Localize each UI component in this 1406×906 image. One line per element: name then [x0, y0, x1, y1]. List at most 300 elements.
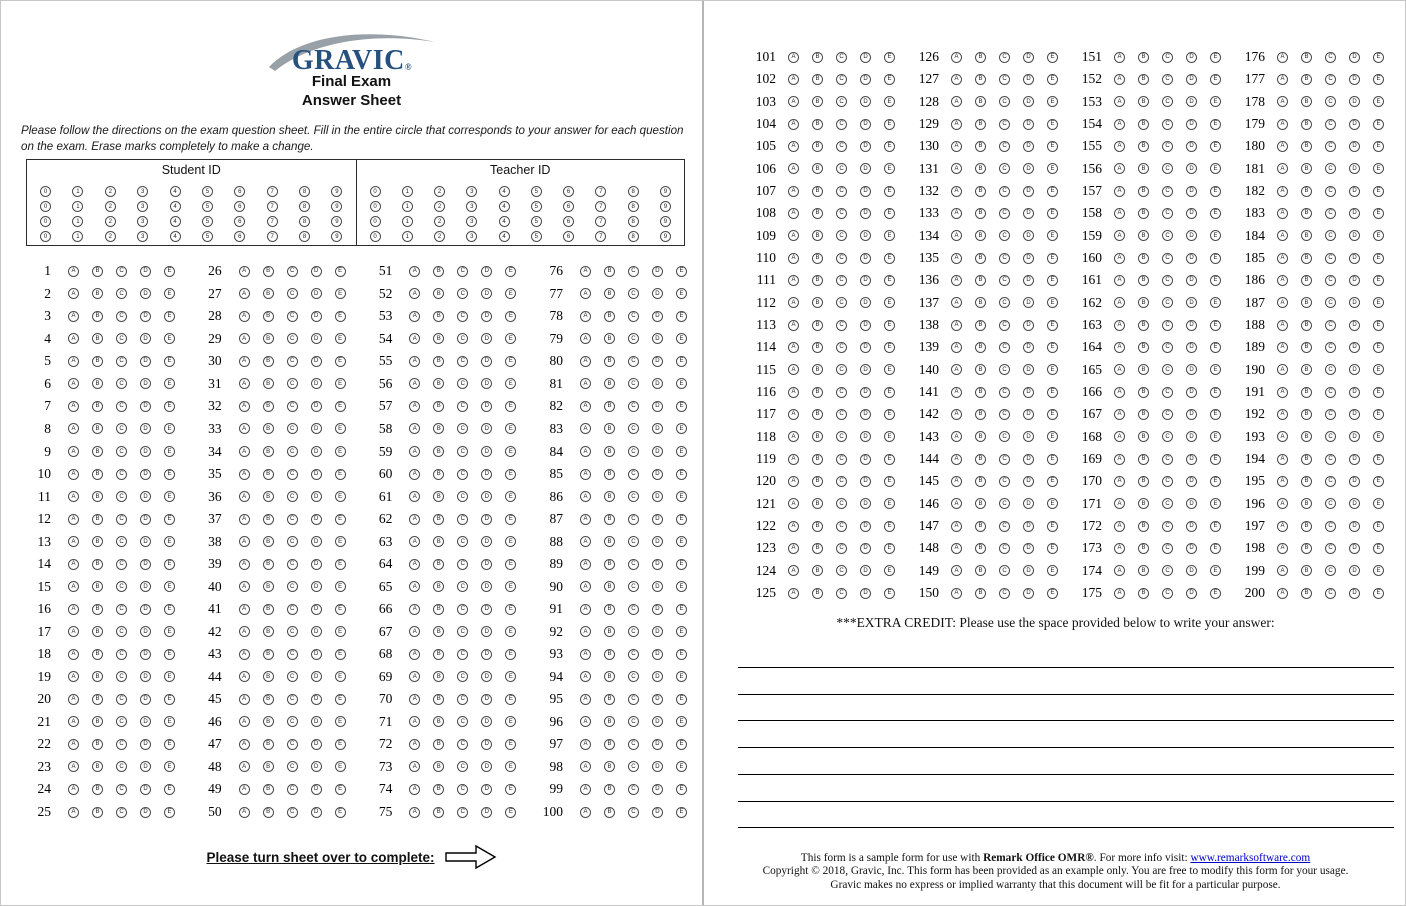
answer-bubble-q100-C[interactable]: C	[628, 807, 639, 818]
answer-bubble-q80-A[interactable]: A	[580, 356, 591, 367]
id-digit-bubble-6[interactable]: 6	[234, 216, 245, 227]
id-digit-bubble-3[interactable]: 3	[137, 201, 148, 212]
answer-bubble-q76-E[interactable]: E	[676, 266, 687, 277]
answer-bubble-q50-E[interactable]: E	[335, 807, 346, 818]
answer-bubble-q147-C[interactable]: C	[999, 521, 1010, 532]
answer-bubble-q11-E[interactable]: E	[164, 491, 175, 502]
answer-bubble-q127-B[interactable]: B	[975, 74, 986, 85]
answer-bubble-q75-A[interactable]: A	[409, 807, 420, 818]
answer-bubble-q78-C[interactable]: C	[628, 311, 639, 322]
answer-bubble-q64-E[interactable]: E	[505, 559, 516, 570]
answer-bubble-q24-A[interactable]: A	[68, 784, 79, 795]
answer-bubble-q11-A[interactable]: A	[68, 491, 79, 502]
answer-bubble-q29-C[interactable]: C	[287, 333, 298, 344]
answer-bubble-q180-A[interactable]: A	[1277, 141, 1288, 152]
answer-bubble-q120-E[interactable]: E	[884, 476, 895, 487]
answer-bubble-q175-D[interactable]: D	[1186, 588, 1197, 599]
answer-bubble-q148-C[interactable]: C	[999, 543, 1010, 554]
answer-bubble-q102-C[interactable]: C	[836, 74, 847, 85]
answer-bubble-q17-B[interactable]: B	[92, 626, 103, 637]
answer-bubble-q181-E[interactable]: E	[1373, 163, 1384, 174]
answer-bubble-q60-C[interactable]: C	[457, 469, 468, 480]
answer-bubble-q139-D[interactable]: D	[1023, 342, 1034, 353]
answer-bubble-q26-A[interactable]: A	[239, 266, 250, 277]
answer-bubble-q173-A[interactable]: A	[1114, 543, 1125, 554]
answer-bubble-q97-D[interactable]: D	[652, 739, 663, 750]
answer-bubble-q6-B[interactable]: B	[92, 378, 103, 389]
answer-bubble-q53-A[interactable]: A	[409, 311, 420, 322]
answer-bubble-q60-B[interactable]: B	[433, 469, 444, 480]
answer-bubble-q150-C[interactable]: C	[999, 588, 1010, 599]
answer-bubble-q118-A[interactable]: A	[788, 431, 799, 442]
answer-bubble-q12-C[interactable]: C	[116, 514, 127, 525]
answer-bubble-q98-D[interactable]: D	[652, 761, 663, 772]
answer-bubble-q106-C[interactable]: C	[836, 163, 847, 174]
answer-bubble-q102-A[interactable]: A	[788, 74, 799, 85]
answer-bubble-q196-C[interactable]: C	[1325, 498, 1336, 509]
answer-bubble-q116-C[interactable]: C	[836, 387, 847, 398]
answer-bubble-q57-E[interactable]: E	[505, 401, 516, 412]
answer-bubble-q90-B[interactable]: B	[604, 581, 615, 592]
answer-bubble-q172-D[interactable]: D	[1186, 521, 1197, 532]
answer-bubble-q25-E[interactable]: E	[164, 807, 175, 818]
answer-bubble-q93-D[interactable]: D	[652, 649, 663, 660]
answer-bubble-q178-C[interactable]: C	[1325, 96, 1336, 107]
answer-bubble-q59-C[interactable]: C	[457, 446, 468, 457]
answer-bubble-q30-B[interactable]: B	[263, 356, 274, 367]
answer-bubble-q38-C[interactable]: C	[287, 536, 298, 547]
answer-bubble-q56-B[interactable]: B	[433, 378, 444, 389]
answer-bubble-q173-B[interactable]: B	[1138, 543, 1149, 554]
answer-bubble-q78-A[interactable]: A	[580, 311, 591, 322]
answer-bubble-q82-C[interactable]: C	[628, 401, 639, 412]
answer-bubble-q99-E[interactable]: E	[676, 784, 687, 795]
answer-bubble-q140-D[interactable]: D	[1023, 364, 1034, 375]
answer-bubble-q46-A[interactable]: A	[239, 716, 250, 727]
answer-bubble-q2-A[interactable]: A	[68, 288, 79, 299]
answer-bubble-q37-B[interactable]: B	[263, 514, 274, 525]
answer-bubble-q32-E[interactable]: E	[335, 401, 346, 412]
answer-bubble-q41-C[interactable]: C	[287, 604, 298, 615]
answer-bubble-q101-D[interactable]: D	[860, 52, 871, 63]
answer-bubble-q32-B[interactable]: B	[263, 401, 274, 412]
answer-bubble-q170-E[interactable]: E	[1210, 476, 1221, 487]
answer-bubble-q66-D[interactable]: D	[481, 604, 492, 615]
answer-bubble-q43-E[interactable]: E	[335, 649, 346, 660]
answer-bubble-q54-E[interactable]: E	[505, 333, 516, 344]
answer-bubble-q134-B[interactable]: B	[975, 230, 986, 241]
answer-bubble-q64-A[interactable]: A	[409, 559, 420, 570]
answer-bubble-q1-B[interactable]: B	[92, 266, 103, 277]
answer-bubble-q107-C[interactable]: C	[836, 186, 847, 197]
answer-bubble-q139-A[interactable]: A	[951, 342, 962, 353]
answer-bubble-q58-A[interactable]: A	[409, 423, 420, 434]
answer-bubble-q114-E[interactable]: E	[884, 342, 895, 353]
answer-bubble-q94-A[interactable]: A	[580, 671, 591, 682]
id-digit-bubble-6[interactable]: 6	[234, 186, 245, 197]
answer-bubble-q30-D[interactable]: D	[311, 356, 322, 367]
answer-bubble-q160-C[interactable]: C	[1162, 253, 1173, 264]
answer-bubble-q182-E[interactable]: E	[1373, 186, 1384, 197]
answer-bubble-q100-B[interactable]: B	[604, 807, 615, 818]
answer-bubble-q30-E[interactable]: E	[335, 356, 346, 367]
answer-bubble-q89-E[interactable]: E	[676, 559, 687, 570]
answer-bubble-q168-D[interactable]: D	[1186, 431, 1197, 442]
answer-bubble-q193-D[interactable]: D	[1349, 431, 1360, 442]
answer-bubble-q11-D[interactable]: D	[140, 491, 151, 502]
answer-bubble-q23-D[interactable]: D	[140, 761, 151, 772]
answer-bubble-q85-B[interactable]: B	[604, 469, 615, 480]
answer-bubble-q112-C[interactable]: C	[836, 297, 847, 308]
answer-bubble-q25-A[interactable]: A	[68, 807, 79, 818]
answer-bubble-q189-D[interactable]: D	[1349, 342, 1360, 353]
answer-bubble-q14-A[interactable]: A	[68, 559, 79, 570]
answer-bubble-q122-E[interactable]: E	[884, 521, 895, 532]
answer-bubble-q144-B[interactable]: B	[975, 454, 986, 465]
answer-bubble-q109-B[interactable]: B	[812, 230, 823, 241]
answer-bubble-q67-C[interactable]: C	[457, 626, 468, 637]
answer-bubble-q96-A[interactable]: A	[580, 716, 591, 727]
id-digit-bubble-4[interactable]: 4	[170, 216, 181, 227]
answer-bubble-q7-D[interactable]: D	[140, 401, 151, 412]
answer-bubble-q125-E[interactable]: E	[884, 588, 895, 599]
answer-bubble-q45-A[interactable]: A	[239, 694, 250, 705]
answer-bubble-q61-E[interactable]: E	[505, 491, 516, 502]
answer-bubble-q151-E[interactable]: E	[1210, 52, 1221, 63]
answer-bubble-q13-B[interactable]: B	[92, 536, 103, 547]
answer-bubble-q85-D[interactable]: D	[652, 469, 663, 480]
id-digit-bubble-6[interactable]: 6	[234, 231, 245, 242]
answer-bubble-q146-C[interactable]: C	[999, 498, 1010, 509]
answer-bubble-q145-A[interactable]: A	[951, 476, 962, 487]
answer-bubble-q22-D[interactable]: D	[140, 739, 151, 750]
answer-bubble-q6-D[interactable]: D	[140, 378, 151, 389]
answer-bubble-q38-E[interactable]: E	[335, 536, 346, 547]
answer-bubble-q193-C[interactable]: C	[1325, 431, 1336, 442]
answer-bubble-q104-A[interactable]: A	[788, 119, 799, 130]
answer-bubble-q185-E[interactable]: E	[1373, 253, 1384, 264]
id-digit-bubble-5[interactable]: 5	[202, 201, 213, 212]
answer-bubble-q47-E[interactable]: E	[335, 739, 346, 750]
answer-bubble-q157-B[interactable]: B	[1138, 186, 1149, 197]
id-digit-bubble-7[interactable]: 7	[267, 186, 278, 197]
answer-bubble-q36-B[interactable]: B	[263, 491, 274, 502]
answer-bubble-q88-D[interactable]: D	[652, 536, 663, 547]
answer-bubble-q46-E[interactable]: E	[335, 716, 346, 727]
answer-bubble-q130-A[interactable]: A	[951, 141, 962, 152]
answer-bubble-q150-D[interactable]: D	[1023, 588, 1034, 599]
answer-bubble-q61-D[interactable]: D	[481, 491, 492, 502]
answer-bubble-q37-D[interactable]: D	[311, 514, 322, 525]
answer-bubble-q129-E[interactable]: E	[1047, 119, 1058, 130]
answer-bubble-q77-D[interactable]: D	[652, 288, 663, 299]
answer-bubble-q43-C[interactable]: C	[287, 649, 298, 660]
answer-bubble-q70-E[interactable]: E	[505, 694, 516, 705]
answer-bubble-q168-C[interactable]: C	[1162, 431, 1173, 442]
answer-bubble-q122-A[interactable]: A	[788, 521, 799, 532]
answer-bubble-q29-D[interactable]: D	[311, 333, 322, 344]
answer-bubble-q176-E[interactable]: E	[1373, 52, 1384, 63]
answer-bubble-q50-A[interactable]: A	[239, 807, 250, 818]
answer-bubble-q137-C[interactable]: C	[999, 297, 1010, 308]
answer-bubble-q109-E[interactable]: E	[884, 230, 895, 241]
answer-bubble-q52-A[interactable]: A	[409, 288, 420, 299]
answer-bubble-q122-D[interactable]: D	[860, 521, 871, 532]
answer-bubble-q19-C[interactable]: C	[116, 671, 127, 682]
answer-bubble-q163-B[interactable]: B	[1138, 320, 1149, 331]
answer-bubble-q82-B[interactable]: B	[604, 401, 615, 412]
answer-bubble-q62-D[interactable]: D	[481, 514, 492, 525]
answer-bubble-q34-E[interactable]: E	[335, 446, 346, 457]
answer-bubble-q71-A[interactable]: A	[409, 716, 420, 727]
answer-bubble-q69-E[interactable]: E	[505, 671, 516, 682]
answer-bubble-q161-C[interactable]: C	[1162, 275, 1173, 286]
answer-bubble-q104-B[interactable]: B	[812, 119, 823, 130]
answer-bubble-q84-C[interactable]: C	[628, 446, 639, 457]
answer-bubble-q40-D[interactable]: D	[311, 581, 322, 592]
answer-bubble-q30-C[interactable]: C	[287, 356, 298, 367]
answer-bubble-q194-C[interactable]: C	[1325, 454, 1336, 465]
answer-bubble-q31-A[interactable]: A	[239, 378, 250, 389]
id-digit-bubble-5[interactable]: 5	[202, 186, 213, 197]
answer-bubble-q108-D[interactable]: D	[860, 208, 871, 219]
answer-bubble-q48-E[interactable]: E	[335, 761, 346, 772]
answer-bubble-q171-B[interactable]: B	[1138, 498, 1149, 509]
id-digit-bubble-8[interactable]: 8	[628, 216, 639, 227]
answer-bubble-q70-D[interactable]: D	[481, 694, 492, 705]
answer-bubble-q171-A[interactable]: A	[1114, 498, 1125, 509]
answer-bubble-q175-A[interactable]: A	[1114, 588, 1125, 599]
answer-bubble-q81-E[interactable]: E	[676, 378, 687, 389]
answer-bubble-q98-C[interactable]: C	[628, 761, 639, 772]
answer-bubble-q92-E[interactable]: E	[676, 626, 687, 637]
answer-bubble-q179-E[interactable]: E	[1373, 119, 1384, 130]
answer-bubble-q181-D[interactable]: D	[1349, 163, 1360, 174]
answer-bubble-q161-E[interactable]: E	[1210, 275, 1221, 286]
answer-bubble-q123-B[interactable]: B	[812, 543, 823, 554]
answer-bubble-q55-A[interactable]: A	[409, 356, 420, 367]
answer-bubble-q88-A[interactable]: A	[580, 536, 591, 547]
answer-bubble-q152-D[interactable]: D	[1186, 74, 1197, 85]
answer-bubble-q114-B[interactable]: B	[812, 342, 823, 353]
answer-bubble-q1-D[interactable]: D	[140, 266, 151, 277]
answer-bubble-q21-B[interactable]: B	[92, 716, 103, 727]
answer-bubble-q111-B[interactable]: B	[812, 275, 823, 286]
extra-credit-answer-line[interactable]	[738, 694, 1394, 695]
answer-bubble-q194-E[interactable]: E	[1373, 454, 1384, 465]
answer-bubble-q20-E[interactable]: E	[164, 694, 175, 705]
answer-bubble-q178-A[interactable]: A	[1277, 96, 1288, 107]
answer-bubble-q15-A[interactable]: A	[68, 581, 79, 592]
answer-bubble-q191-B[interactable]: B	[1301, 387, 1312, 398]
answer-bubble-q199-C[interactable]: C	[1325, 565, 1336, 576]
answer-bubble-q159-C[interactable]: C	[1162, 230, 1173, 241]
answer-bubble-q154-C[interactable]: C	[1162, 119, 1173, 130]
answer-bubble-q97-C[interactable]: C	[628, 739, 639, 750]
answer-bubble-q197-A[interactable]: A	[1277, 521, 1288, 532]
answer-bubble-q26-E[interactable]: E	[335, 266, 346, 277]
answer-bubble-q151-B[interactable]: B	[1138, 52, 1149, 63]
answer-bubble-q49-A[interactable]: A	[239, 784, 250, 795]
id-digit-bubble-1[interactable]: 1	[402, 186, 413, 197]
answer-bubble-q55-E[interactable]: E	[505, 356, 516, 367]
answer-bubble-q91-D[interactable]: D	[652, 604, 663, 615]
answer-bubble-q175-C[interactable]: C	[1162, 588, 1173, 599]
answer-bubble-q163-A[interactable]: A	[1114, 320, 1125, 331]
id-digit-bubble-1[interactable]: 1	[72, 216, 83, 227]
answer-bubble-q117-E[interactable]: E	[884, 409, 895, 420]
answer-bubble-q2-C[interactable]: C	[116, 288, 127, 299]
answer-bubble-q148-D[interactable]: D	[1023, 543, 1034, 554]
answer-bubble-q192-A[interactable]: A	[1277, 409, 1288, 420]
answer-bubble-q26-B[interactable]: B	[263, 266, 274, 277]
answer-bubble-q197-B[interactable]: B	[1301, 521, 1312, 532]
extra-credit-answer-line[interactable]	[738, 801, 1394, 802]
id-digit-bubble-6[interactable]: 6	[234, 201, 245, 212]
answer-bubble-q9-D[interactable]: D	[140, 446, 151, 457]
answer-bubble-q38-A[interactable]: A	[239, 536, 250, 547]
answer-bubble-q159-A[interactable]: A	[1114, 230, 1125, 241]
answer-bubble-q51-D[interactable]: D	[481, 266, 492, 277]
answer-bubble-q184-E[interactable]: E	[1373, 230, 1384, 241]
answer-bubble-q199-A[interactable]: A	[1277, 565, 1288, 576]
answer-bubble-q60-D[interactable]: D	[481, 469, 492, 480]
answer-bubble-q123-C[interactable]: C	[836, 543, 847, 554]
answer-bubble-q163-E[interactable]: E	[1210, 320, 1221, 331]
id-digit-bubble-4[interactable]: 4	[170, 201, 181, 212]
answer-bubble-q65-E[interactable]: E	[505, 581, 516, 592]
answer-bubble-q132-D[interactable]: D	[1023, 186, 1034, 197]
id-digit-bubble-2[interactable]: 2	[105, 186, 116, 197]
answer-bubble-q99-A[interactable]: A	[580, 784, 591, 795]
answer-bubble-q31-B[interactable]: B	[263, 378, 274, 389]
answer-bubble-q187-B[interactable]: B	[1301, 297, 1312, 308]
answer-bubble-q35-B[interactable]: B	[263, 469, 274, 480]
answer-bubble-q157-E[interactable]: E	[1210, 186, 1221, 197]
answer-bubble-q200-C[interactable]: C	[1325, 588, 1336, 599]
answer-bubble-q125-A[interactable]: A	[788, 588, 799, 599]
answer-bubble-q199-B[interactable]: B	[1301, 565, 1312, 576]
answer-bubble-q13-E[interactable]: E	[164, 536, 175, 547]
answer-bubble-q141-A[interactable]: A	[951, 387, 962, 398]
answer-bubble-q85-A[interactable]: A	[580, 469, 591, 480]
answer-bubble-q127-C[interactable]: C	[999, 74, 1010, 85]
answer-bubble-q200-B[interactable]: B	[1301, 588, 1312, 599]
answer-bubble-q133-D[interactable]: D	[1023, 208, 1034, 219]
answer-bubble-q80-C[interactable]: C	[628, 356, 639, 367]
answer-bubble-q72-C[interactable]: C	[457, 739, 468, 750]
answer-bubble-q128-C[interactable]: C	[999, 96, 1010, 107]
answer-bubble-q95-C[interactable]: C	[628, 694, 639, 705]
answer-bubble-q101-A[interactable]: A	[788, 52, 799, 63]
answer-bubble-q75-C[interactable]: C	[457, 807, 468, 818]
answer-bubble-q44-D[interactable]: D	[311, 671, 322, 682]
id-digit-bubble-1[interactable]: 1	[402, 216, 413, 227]
answer-bubble-q134-C[interactable]: C	[999, 230, 1010, 241]
answer-bubble-q18-B[interactable]: B	[92, 649, 103, 660]
answer-bubble-q199-E[interactable]: E	[1373, 565, 1384, 576]
answer-bubble-q49-B[interactable]: B	[263, 784, 274, 795]
answer-bubble-q87-E[interactable]: E	[676, 514, 687, 525]
answer-bubble-q32-A[interactable]: A	[239, 401, 250, 412]
answer-bubble-q56-D[interactable]: D	[481, 378, 492, 389]
answer-bubble-q6-C[interactable]: C	[116, 378, 127, 389]
answer-bubble-q36-E[interactable]: E	[335, 491, 346, 502]
answer-bubble-q46-D[interactable]: D	[311, 716, 322, 727]
answer-bubble-q13-D[interactable]: D	[140, 536, 151, 547]
answer-bubble-q141-D[interactable]: D	[1023, 387, 1034, 398]
answer-bubble-q122-B[interactable]: B	[812, 521, 823, 532]
answer-bubble-q159-D[interactable]: D	[1186, 230, 1197, 241]
answer-bubble-q86-B[interactable]: B	[604, 491, 615, 502]
id-digit-bubble-7[interactable]: 7	[595, 216, 606, 227]
answer-bubble-q147-B[interactable]: B	[975, 521, 986, 532]
id-digit-bubble-4[interactable]: 4	[499, 231, 510, 242]
id-digit-bubble-9[interactable]: 9	[660, 186, 671, 197]
answer-bubble-q167-D[interactable]: D	[1186, 409, 1197, 420]
answer-bubble-q119-C[interactable]: C	[836, 454, 847, 465]
answer-bubble-q64-D[interactable]: D	[481, 559, 492, 570]
answer-bubble-q105-A[interactable]: A	[788, 141, 799, 152]
answer-bubble-q80-D[interactable]: D	[652, 356, 663, 367]
answer-bubble-q180-E[interactable]: E	[1373, 141, 1384, 152]
answer-bubble-q89-C[interactable]: C	[628, 559, 639, 570]
answer-bubble-q76-C[interactable]: C	[628, 266, 639, 277]
answer-bubble-q151-A[interactable]: A	[1114, 52, 1125, 63]
answer-bubble-q187-D[interactable]: D	[1349, 297, 1360, 308]
answer-bubble-q62-A[interactable]: A	[409, 514, 420, 525]
answer-bubble-q74-D[interactable]: D	[481, 784, 492, 795]
id-digit-bubble-0[interactable]: 0	[370, 231, 381, 242]
answer-bubble-q91-E[interactable]: E	[676, 604, 687, 615]
answer-bubble-q156-A[interactable]: A	[1114, 163, 1125, 174]
answer-bubble-q170-D[interactable]: D	[1186, 476, 1197, 487]
answer-bubble-q17-E[interactable]: E	[164, 626, 175, 637]
answer-bubble-q80-B[interactable]: B	[604, 356, 615, 367]
answer-bubble-q85-E[interactable]: E	[676, 469, 687, 480]
id-digit-bubble-3[interactable]: 3	[137, 231, 148, 242]
answer-bubble-q86-A[interactable]: A	[580, 491, 591, 502]
answer-bubble-q94-C[interactable]: C	[628, 671, 639, 682]
answer-bubble-q131-E[interactable]: E	[1047, 163, 1058, 174]
answer-bubble-q157-D[interactable]: D	[1186, 186, 1197, 197]
answer-bubble-q176-C[interactable]: C	[1325, 52, 1336, 63]
answer-bubble-q133-B[interactable]: B	[975, 208, 986, 219]
answer-bubble-q64-C[interactable]: C	[457, 559, 468, 570]
answer-bubble-q169-A[interactable]: A	[1114, 454, 1125, 465]
answer-bubble-q51-A[interactable]: A	[409, 266, 420, 277]
answer-bubble-q152-C[interactable]: C	[1162, 74, 1173, 85]
answer-bubble-q120-C[interactable]: C	[836, 476, 847, 487]
answer-bubble-q23-A[interactable]: A	[68, 761, 79, 772]
answer-bubble-q124-A[interactable]: A	[788, 565, 799, 576]
answer-bubble-q21-C[interactable]: C	[116, 716, 127, 727]
answer-bubble-q92-D[interactable]: D	[652, 626, 663, 637]
answer-bubble-q107-D[interactable]: D	[860, 186, 871, 197]
answer-bubble-q53-D[interactable]: D	[481, 311, 492, 322]
answer-bubble-q55-B[interactable]: B	[433, 356, 444, 367]
answer-bubble-q25-D[interactable]: D	[140, 807, 151, 818]
answer-bubble-q96-C[interactable]: C	[628, 716, 639, 727]
answer-bubble-q134-A[interactable]: A	[951, 230, 962, 241]
answer-bubble-q79-B[interactable]: B	[604, 333, 615, 344]
answer-bubble-q160-B[interactable]: B	[1138, 253, 1149, 264]
answer-bubble-q180-B[interactable]: B	[1301, 141, 1312, 152]
answer-bubble-q73-D[interactable]: D	[481, 761, 492, 772]
answer-bubble-q141-C[interactable]: C	[999, 387, 1010, 398]
answer-bubble-q47-B[interactable]: B	[263, 739, 274, 750]
answer-bubble-q184-B[interactable]: B	[1301, 230, 1312, 241]
